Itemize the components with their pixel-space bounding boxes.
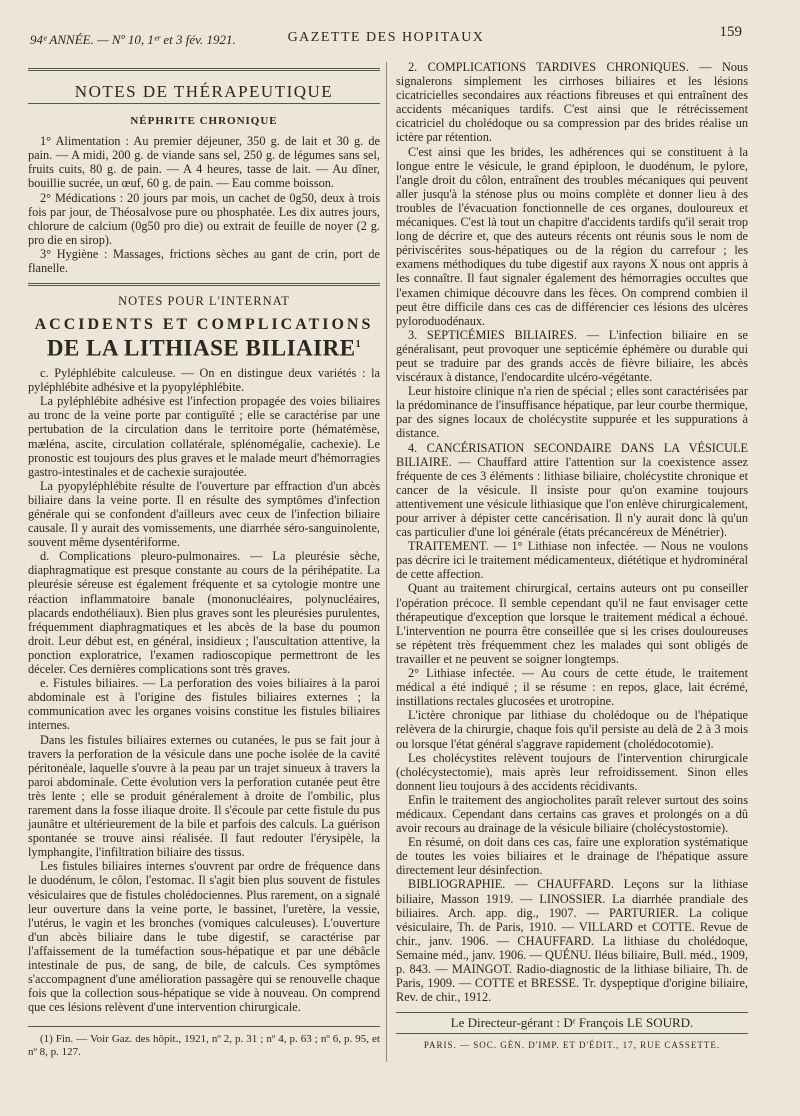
- therapy-paragraph: 3° Hygiène : Massages, frictions sèches au gant de crin, port de flanelle.: [28, 246, 380, 276]
- body-paragraph: 4. CANCÉRISATION SECONDAIRE DANS LA VÉSICULE BILIAIRE. — Chauffard attire l'attention sur la coexistence assez fréquente de ces 3 éléments : lithiase biliaire, cholécystite chronique et cancer de la vésicule. Il insiste pour qu'on examine toujours attentivement une vésicule lithiasique que l'on enlève chirurgicalement, pour arriver à dépister cette cancérisation. Il n'y aurait donc là qu'un cas particulier d'une loi générale (états précancéreux de Ménétrier).: [396, 440, 748, 540]
- director-line: Le Directeur-gérant : Dʳ François LE SOURD.: [396, 1012, 748, 1034]
- nephrite-heading: NÉPHRITE CHRONIQUE: [130, 115, 278, 128]
- body-paragraph: L'ictère chronique par lithiase du cholédoque ou de l'hépatique relèvera de la chirurgie, chaque fois qu'il persiste au delà de 2 à 3 mois ou lorsque l'état général s'aggrave rapidement (cholédocotomie).: [396, 708, 748, 751]
- body-paragraph: Les cholécystites relèvent toujours de l'intervention chirurgicale (cholécystectomie), mais après leur refroidissement. Sinon elles donnent lieu toujours à des accidents récidivants.: [396, 750, 748, 793]
- lithiase-title-text: DE LA LITHIASE BILIAIRE: [46, 335, 356, 361]
- body-paragraph: En résumé, on doit dans ces cas, faire une exploration systématique de toutes les voies biliaires et le drainage de l'hépatique assure directement leur désinfection.: [396, 835, 748, 878]
- page-number: 159: [719, 24, 742, 40]
- body-paragraph: e. Fistules biliaires. — La perforation des voies biliaires à la paroi abdominale est à l'origine des fistules biliaires externes ; la communication avec les organes voisins constitue les fistules biliaires internes.: [28, 676, 380, 733]
- therapy-paragraph: 2° Médications : 20 jours par mois, un cachet de 0g50, deux à trois fois par jour, de Théosalvose pure ou phosphatée. Les dix autres jours, chlorure de calcium (0g50 pro die) ou extrait de feuille de noyer (2 g. pro die en sirop).: [28, 190, 380, 247]
- accidents-title: ACCIDENTS ET COMPLICATIONS: [34, 316, 374, 334]
- left-column: [28, 60, 380, 1059]
- body-paragraph: Leur histoire clinique n'a rien de spécial ; elles sont caractérisées par la prédominance de l'insuffisance hépatique, par leur courbe thermique, par des signes locaux de cholécystite suppurée et les suppurations à distance.: [396, 384, 748, 441]
- body-paragraph: 2. COMPLICATIONS TARDIVES CHRONIQUES. — Nous signalerons simplement les cirrhoses biliaires et les lésions cicatricielles secondaires aux réactions fibreuses et qui entraînent des accidents mécaniques tardifs. C'est ainsi que le rétrécissement cicatriciel du cholédoque ou sa compression par des brides réalise un ictère par rétention.: [396, 60, 748, 145]
- body-paragraph: La pyléphlébite adhésive est l'infection propagée des voies biliaires au tronc de la veine porte par contiguïté ; elle se caractérise par une pertubation de la circulation dans le territoire porte (hématémèse, mæléna, ascite, circulation collatérale, splénomégalie, cachexie). Le pronostic est toujours des plus graves et le malade meurt d'hémorragies gastro-intestinales et de cachexie surajoutée.: [28, 394, 380, 479]
- notes-therapeutique-title: NOTES DE THÉRAPEUTIQUE: [74, 82, 334, 101]
- issue-line: 94ᵉ ANNÉE. — Nº 10, 1ᵉʳ et 3 fév. 1921.: [30, 32, 236, 47]
- column-divider: [386, 62, 387, 1062]
- page-header: [30, 24, 742, 54]
- title-rule: [28, 103, 380, 104]
- journal-name: GAZETTE DES HOPITAUX: [287, 30, 485, 45]
- body-paragraph: TRAITEMENT. — 1° Lithiase non infectée. — Nous ne voulons pas décrire ici le traitement médicamenteux, diététique et hydrominéral de cette affection.: [396, 539, 748, 582]
- printer-line: PARIS. — SOC. GÉN. D'IMP. ET D'ÉDIT., 17, RUE CASSETTE.: [423, 1040, 721, 1051]
- section-rule: [28, 283, 380, 286]
- body-paragraph: Enfin le traitement des angiocholites paraît relever surtout des soins médicaux. Cependant dans certains cas graves et prolongés on a dû avoir recours au drainage de la vésicule biliaire (cholécystostomie).: [396, 792, 748, 836]
- body-paragraph: Quant au traitement chirurgical, certains auteurs ont pu conseiller l'opération précoce. Il semble cependant qu'il ne faut envisager cette thérapeutique d'exception que lorsque le traitement médical a échoué. L'intervention ne pourra être conseillée que si les crises douloureuses se répètent très fréquemment chez les malades qui sont obligés de travailler et ne peuvent se soigner longtemps.: [396, 581, 748, 666]
- bibliography: BIBLIOGRAPHIE. — CHAUFFARD. Leçons sur la lithiase biliaire, Masson 1919. — LINOSSIER. La diarrhée prandiale des biliaires. Arch. app. dig., 1907. — PARTURIER. La colique vésiculaire, Th. de Paris, 1910. — VILLARD et COTTE. Revue de chir., janv. 1906. — CHAUFFARD. La lithiase du cholédoque, Semaine méd., janv. 1906. — QUÉNU. Iléus biliaire, Bull. méd., 1909, p. 843. — MAINGOT. Radio-diagnostic de la lithiase biliaire, Th. de Paris, 1909. — COTTE et BRESSE. Tr. dyspeptique d'origine biliaire, Rev. de chir., 1912.: [396, 877, 748, 1005]
- footnote-ref: 1: [355, 339, 362, 351]
- right-column: [396, 60, 748, 1052]
- body-paragraph: c. Pyléphlébite calculeuse. — On en distingue deux variétés : la pyléphlébite adhésive et la pyopyléphlébite.: [28, 366, 380, 395]
- body-paragraph: d. Complications pleuro-pulmonaires. — La pleurésie sèche, diaphragmatique est presque constante au cours de la périhépatite. La pleurésie séreuse est également fréquente et sa cytologie montre une réaction inflammatoire banale (mononucléaires, polynucléaires, placards endothéliaux). Bien plus graves sont les pleurésies purulentes, fréquemment diaphragmatiques et les abcès de la base du poumon droit. Leur début est, en général, insidieux ; l'auscultation attentive, la ponction exploratrice, l'examen radioscopique permettront de les déceler. Ces dernières complications sont très graves.: [28, 549, 380, 677]
- section-rule: [28, 68, 380, 71]
- footnote: (1) Fin. — Voir Gaz. des hôpit., 1921, nº 2, p. 31 ; nº 4, p. 63 ; nº 6, p. 95, et nº 8, p. 127.: [28, 1026, 380, 1059]
- lithiase-title: [28, 335, 380, 361]
- body-paragraph: 3. SEPTICÉMIES BILIAIRES. — L'infection biliaire en se généralisant, peut provoquer une septicémie éphémère ou durable qui peut se traduire par des grands accès de fièvre biliaire, les abcès viscéraux à distance, l'endocardite ulcéro-végétante.: [396, 327, 748, 385]
- body-paragraph: C'est ainsi que les brides, les adhérences qui se constituent à la longue entre le vésicule, le grand épiploon, le duodénum, le pylore, l'angle droit du côlon, entraînent des troubles mécaniques qui peuvent aller jusqu'à la sténose plus ou moins complète et donner lieu à des troubles de l'évacuation fonctionnelle de ces organes, douloureux et mécaniques. C'est là tout un chapitre d'accidents tardifs qu'il serait trop long de décrire et, que des auteurs récents ont réunis sous le nom de périviscérites sous-hépatiques ou de la région du carrefour ; les examens méthodiques du tube digestif aux rayons X nous ont appris à les connaître. Il faut signaler également des hémorragies occultes que l'examen chimique découvre dans les fèces. On comprend combien il peut être difficile dans ces cas de différencier ces lésions des ulcères pyloroduodénaux.: [396, 144, 748, 328]
- notes-internat-heading: NOTES POUR L'INTERNAT: [118, 294, 290, 309]
- body-paragraph: Dans les fistules biliaires externes ou cutanées, le pus se fait jour à travers la perforation de la vésicule dans une poche isolée de la cavité péritonéale, laquelle s'ouvre à la peau par un trajet sinueux à travers la paroi abdominale. Cette évolution vers la perforation cutanée peut être très lente ; elle se produit généralement à droite de l'ombilic, plus rarement dans la fosse iliaque droite. Il s'écoule par cette fistule du pus jaunâtre et ultérieurement de la bile et parfois des calculs. La guérison spontanée se trouve ainsi réalisée. Il faut redouter l'érysipèle, la lymphangite, l'infiltration biliaire des tissus.: [28, 732, 380, 860]
- body-paragraph: Les fistules biliaires internes s'ouvrent par ordre de fréquence dans le duodénum, le côlon, l'estomac. Il s'agit bien plus souvent de fistules vésiculaires que de fistules cholédociennes. Plus rarement, on a signalé leur ouverture dans la veine porte, le bassinet, l'uretère, la vessie, l'utérus, le vagin et les bronches (vomiques calculeuses). L'ouverture d'un abcès biliaire dans le tube digestif, se caractérise par l'affaissement de la tuméfaction sous-hépatique et par une débâcle intestinale de pus, de sang, de bile, de calculs. Ces symptômes s'accompagnent d'une amélioration passagère qui se renouvelle chaque fois que la collection sous-hépatique se vide à nouveau. On comprend que ces lésions relèvent d'une intervention chirurgicale.: [28, 859, 380, 1015]
- therapy-paragraph: 1° Alimentation : Au premier déjeuner, 350 g. de lait et 30 g. de pain. — A midi, 200 g. de viande sans sel, 250 g. de légumes sans sel, fruits cuits, 80 g. de pain. — A 4 heures, tasse de lait. — Au dîner, bouillie sucrée, un œuf, 60 g. de pain. — Eau comme boisson.: [28, 134, 380, 191]
- body-paragraph: La pyopyléphlébite résulte de l'ouverture par effraction d'un abcès biliaire dans la veine porte. Il en résulte des symptômes d'infection générale qui se confondent d'ailleurs avec ceux de l'infection biliaire causale. Il y aurait des vomissements, une diarrhée séro-sanguinolente, souvent même dysentériforme.: [28, 478, 380, 550]
- body-paragraph: 2° Lithiase infectée. — Au cours de cette étude, le traitement médical a été indiqué ; il se résume : en repos, glace, lait écrémé, instillations rectales glucosées et urotropine.: [396, 666, 748, 709]
